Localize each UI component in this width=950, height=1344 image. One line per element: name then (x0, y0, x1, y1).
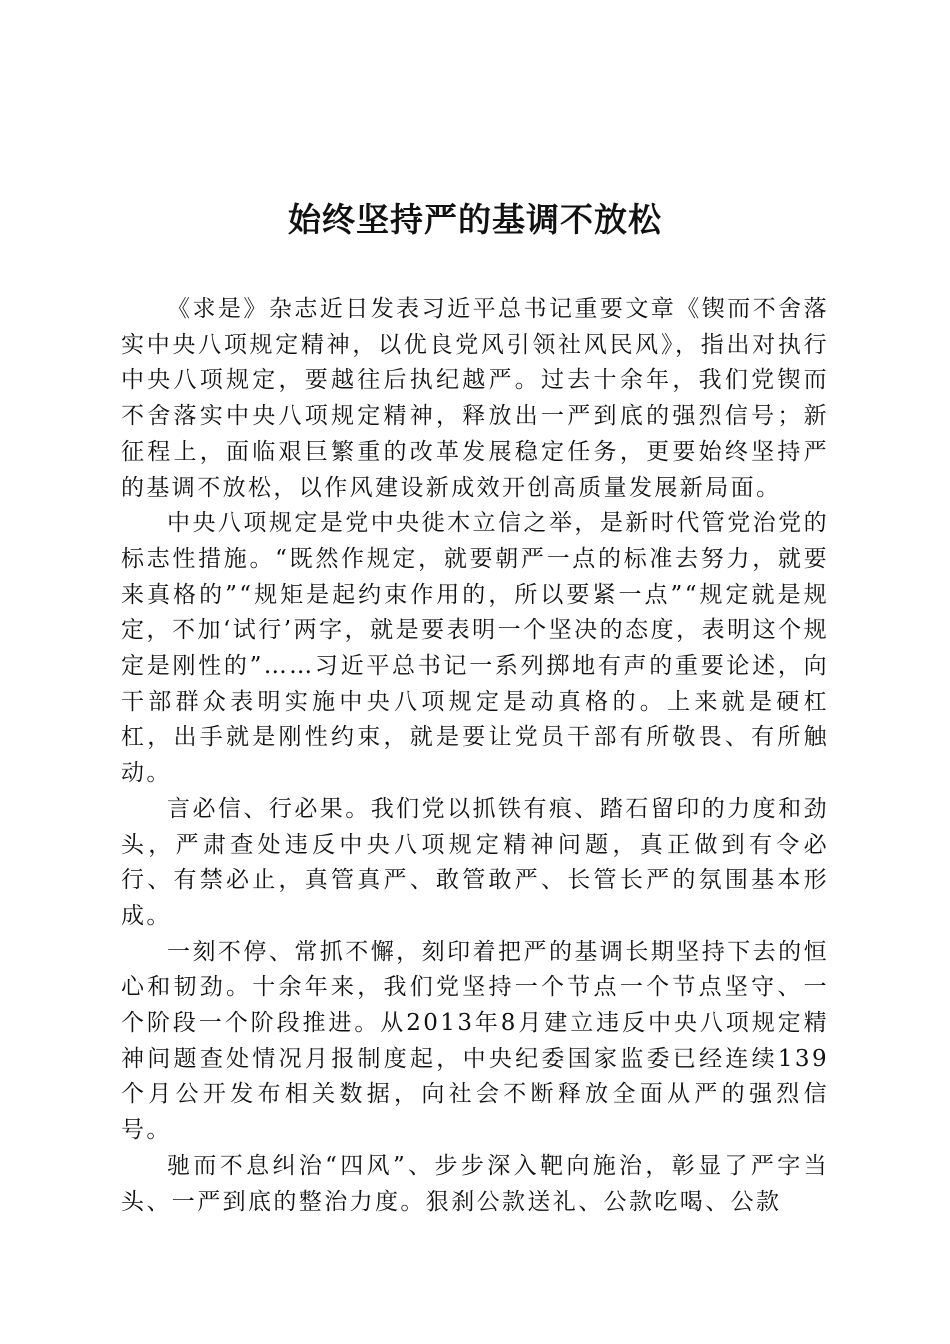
article-body (121, 292, 829, 1220)
page-title: 始终坚持严的基调不放松 (288, 200, 662, 239)
paragraph: 《求是》杂志近日发表习近平总书记重要文章《锲而不舍落实中央八项规定精神，以优良党风引领社风民风》，指出对执行中央八项规定，要越往后执纪越严。过去十余年，我们党锲而不舍落实中央八项规定精神，释放出一严到底的强烈信号；新征程上，面临艰巨繁重的改革发展稳定任务，更要始终坚持严的基调不放松，以作风建设新成效开创高质量发展新局面。 (121, 296, 829, 501)
paragraph: 驰而不息纠治“四风”、步步深入靶向施治，彰显了严字当头、一严到底的整治力度。狠刹公款送礼、公款吃喝、公款 (121, 1152, 829, 1215)
paragraph: 言必信、行必果。我们党以抓铁有痕、踏石留印的力度和劲头，严肃查处违反中央八项规定精神问题，真正做到有令必行、有禁必止，真管真严、敢管敢严、长管长严的氛围基本形成。 (121, 795, 829, 929)
paragraph: 中央八项规定是党中央徙木立信之举，是新时代管党治党的标志性措施。“既然作规定，就要朝严一点的标准去努力，就要来真格的”“规矩是起约束作用的，所以要紧一点”“规定就是规定，不加‘试行’两字，就是要表明一个坚决的态度，表明这个规定是刚性的”……习近平总书记一系列掷地有声的重要论述，向干部群众表明实施中央八项规定是动真格的。上来就是硬杠杠，出手就是刚性约束，就是要让党员干部有所敬畏、有所触动。 (121, 510, 829, 787)
paragraph: 一刻不停、常抓不懈，刻印着把严的基调长期坚持下去的恒心和韧劲。十余年来，我们党坚持一个节点一个节点坚守、一个阶段一个阶段推进。从2013年8月建立违反中央八项规定精神问题查处情况月报制度起，中央纪委国家监委已经连续139个月公开发布相关数据，向社会不断释放全面从严的强烈信号。 (121, 938, 829, 1144)
